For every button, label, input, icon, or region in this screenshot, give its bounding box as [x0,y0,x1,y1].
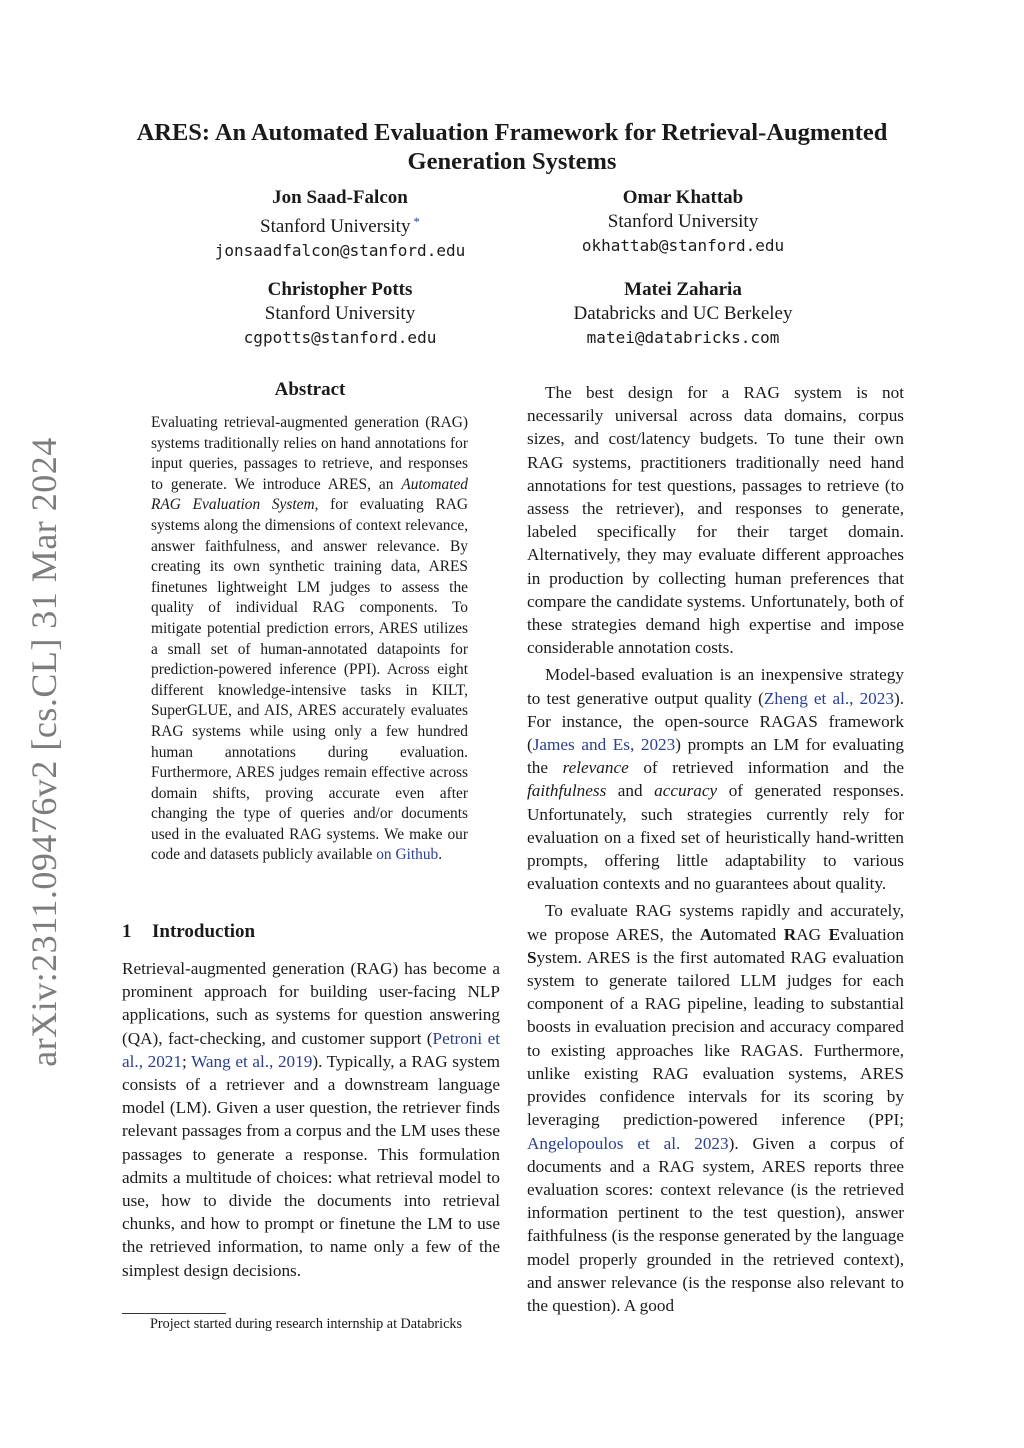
footnote: Project started during research internship at Databricks [150,1316,463,1332]
author-name: Christopher Potts [267,279,413,300]
github-link[interactable]: on Github [376,846,439,864]
author-email: cgpotts@stanford.edu [243,328,437,347]
citation-link[interactable]: James and Es, 2023 [532,735,676,755]
intro-paragraph-1: Retrieval-augmented generation (RAG) has become a prominent approach for building user-facing NLP applications, such as systems for question answering (QA), fact-checking, and customer support (Petroni et al., 2021; Wang et al., 2019). Typically, a RAG system consists of a retriever and a downstream language model (LM). Given a user question, the retriever finds relevant passages from a corpus and the LM uses these passages to generate a response. This formulation admits a multitude of choices: what retrieval model to use, how to divide the documents into retrieval chunks, and how to prompt or finetune the LM to use the retrieved information, to name only a few of the simplest design decisions. [122,959,500,1280]
arxiv-stamp-text: arXiv:2311.09476v2 [cs.CL] 31 Mar 2024 [24,437,64,1067]
intro-paragraph-3: Model-based evaluation is an inexpensive strategy to test generative output quality (Zheng et al., 2023). For instance, the open-source RAGAS framework (James and Es, 2023) prompts an LM for evaluating the relevance of retrieved information and the faithfulness and accuracy of generated responses. Unfortunately, such strategies currently rely for evaluation on a fixed set of heuristically hand-written prompts, offering little adaptability to various evaluation contexts and no guarantees about quality. [527,665,904,894]
right-column [527,381,904,1317]
author-block-2 [473,186,893,258]
citation-link[interactable]: Zheng et al., 2023 [763,688,894,708]
author-affiliation: Databricks and UC Berkeley [573,303,793,324]
intro-paragraph-4: To evaluate RAG systems rapidly and accurately, we propose ARES, the Automated RAG Evaluation System. ARES is the first automated RAG evaluation system to generate tailored LLM judges for each component of a RAG pipeline, leading to substantial boosts in evaluation precision and accuracy compared to existing approaches like RAGAS. Furthermore, unlike existing RAG evaluation systems, ARES provides confidence intervals for its scoring by leveraging prediction-powered inference (PPI; Angelopoulos et al. 2023). Given a corpus of documents and a RAG system, ARES reports three evaluation scores: context relevance (is the retrieved information pertinent to the test question), answer faithfulness (is the response generated by the language model properly grounded in the retrieved context), and answer relevance (is the response also relevant to the question). A good [527,901,904,1315]
section-heading-introduction [122,920,255,944]
paper-title: ARES: An Automated Evaluation Framework for Retrieval-Augmented Generation Systems [136,119,888,175]
citation-link[interactable]: Petroni et al., 2021 [122,1028,500,1071]
author-email: jonsaadfalcon@stanford.edu [214,241,466,260]
author-affiliation: Stanford University [264,303,416,324]
author-name: Matei Zaharia [624,279,742,300]
author-name: Jon Saad-Falcon [272,187,408,208]
abstract-text: Evaluating retrieval-augmented generation (RAG) systems traditionally relies on hand annotations for input queries, passages to retrieve, and responses to generate. We introduce ARES, an Automated RAG Evaluation System, for evaluating RAG systems along the dimensions of context relevance, answer faithfulness, and answer relevance. By creating its own synthetic training data, ARES finetunes lightweight LM judges to assess the quality of individual RAG components. To mitigate potential prediction errors, ARES utilizes a small set of human-annotated datapoints for prediction-powered inference (PPI). Across eight different knowledge-intensive tasks in KILT, SuperGLUE, and AIS, ARES accurately evaluates RAG systems while using only a few hundred human annotations during evaluation. Furthermore, ARES judges remain effective across domain shifts, proving accurate even after changing the type of queries and/or documents used in the evaluated RAG systems. We make our code and datasets publicly available on Github. [151,414,468,864]
abstract-heading: Abstract [274,379,346,400]
citation-link[interactable]: Angelopoulos et al. 2023 [527,1133,729,1153]
section-title: Introduction [152,921,256,942]
footnote-rule [122,1313,226,1314]
author-email: okhattab@stanford.edu [581,236,785,255]
intro-paragraph-2: The best design for a RAG system is not necessarily universal across data domains, corpus sizes, and cost/latency budgets. To tune their own RAG systems, practitioners traditionally need hand annotations for test questions, passages to retrieve (to assess the retriever), and responses to generate, labeled specifically for their target domain. Alternatively, they may evaluate different approaches in production by collecting human preferences that compare the candidate systems. Unfortunately, both of these strategies demand high expertise and impose considerable annotation costs. [527,383,904,658]
footnote-marker[interactable]: * [413,214,420,229]
author-affiliation: Stanford University [260,216,411,237]
section-number: 1 [122,921,132,942]
citation-link[interactable]: Wang et al., 2019 [191,1051,313,1071]
author-affiliation: Stanford University [607,211,759,232]
author-email: matei@databricks.com [586,328,780,347]
author-block-4 [473,278,893,350]
author-name: Omar Khattab [622,187,744,208]
